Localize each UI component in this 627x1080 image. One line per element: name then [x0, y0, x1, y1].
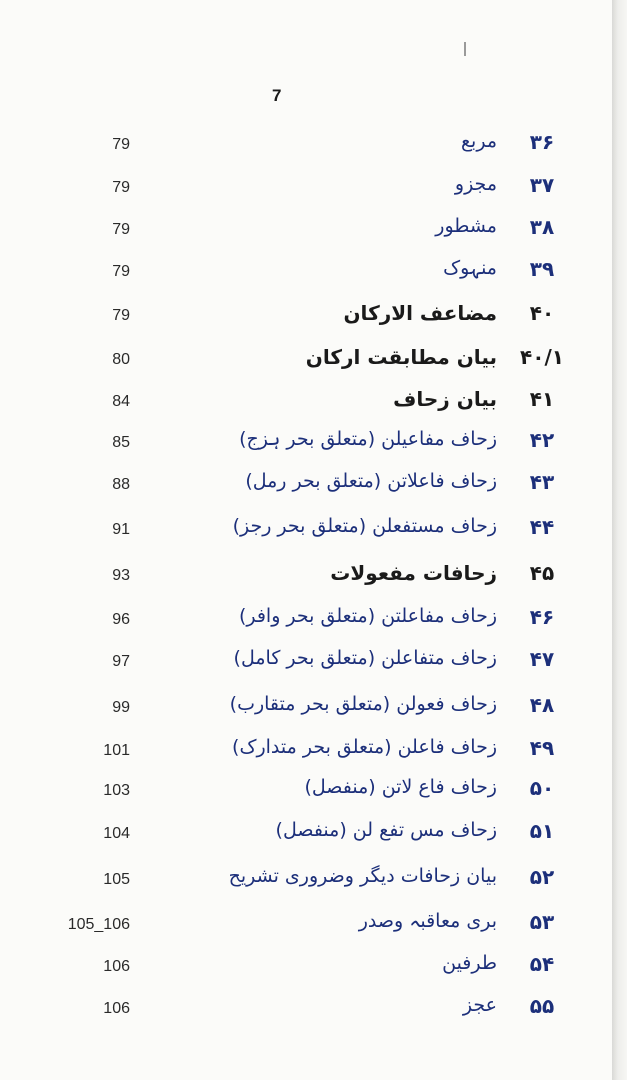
toc-row	[0, 424, 612, 464]
toc-row	[0, 772, 612, 812]
toc-row	[0, 643, 612, 683]
toc-number: ۴۲	[529, 428, 555, 452]
toc-row	[0, 689, 612, 729]
toc-page: 97	[112, 653, 130, 670]
toc-number: ۴۵	[529, 561, 555, 585]
toc-title: زحاف مستفعلن (متعلق بحر رجز)	[232, 515, 497, 537]
toc-page: 88	[112, 476, 130, 493]
toc-row	[0, 511, 612, 551]
toc-row	[0, 297, 612, 337]
toc-page: 79	[112, 307, 130, 324]
toc-title: زحاف مس تفع لن (منفصل)	[275, 819, 497, 841]
toc-row	[0, 169, 612, 209]
toc-title: مجزو	[454, 173, 497, 195]
toc-row	[0, 601, 612, 641]
toc-page: 91	[112, 521, 130, 538]
toc-number: ۵۴	[529, 952, 555, 976]
page-number: 7	[272, 86, 282, 105]
toc-number: ۳۹	[529, 257, 555, 281]
toc-number: ۵۳	[529, 910, 555, 934]
toc-title: مربع	[460, 130, 497, 152]
toc-number: ۵۱	[529, 819, 555, 843]
toc-page: 84	[112, 393, 130, 410]
toc-number: ۴۹	[529, 736, 555, 760]
toc-row	[0, 906, 612, 946]
toc-page: 79	[112, 136, 130, 153]
toc-number: ۵۰	[529, 776, 555, 800]
toc-title: زحاف فعولن (متعلق بحر متقارب)	[229, 693, 497, 715]
toc-number: ۴۰	[529, 301, 555, 325]
toc-title: طرفین	[442, 952, 497, 974]
toc-title: زحاف فاع لاتن (منفصل)	[304, 776, 497, 798]
toc-page: 103	[103, 782, 130, 799]
toc-row	[0, 557, 612, 597]
toc-row	[0, 341, 612, 381]
toc-row	[0, 211, 612, 251]
toc-page: 79	[112, 263, 130, 280]
toc-title: مشطور	[435, 215, 497, 237]
toc-title: عجز	[462, 994, 497, 1016]
book-page-edge	[612, 0, 627, 1080]
toc-page: 105	[103, 871, 130, 888]
toc-number: ۴۰/۱	[520, 345, 564, 369]
toc-number: ۴۱	[529, 387, 555, 411]
toc-row	[0, 948, 612, 988]
toc-title: زحاف فاعلن (متعلق بحر متدارک)	[232, 736, 497, 758]
toc-row	[0, 732, 612, 772]
toc-row	[0, 383, 612, 423]
toc-title: منہوک	[443, 257, 497, 279]
toc-title: زحاف فاعلاتن (متعلق بحر رمل)	[245, 470, 497, 492]
toc-page: 96	[112, 611, 130, 628]
toc-page: 85	[112, 434, 130, 451]
toc-page: 79	[112, 221, 130, 238]
toc-title: بری معاقبہ وصدر	[358, 910, 497, 932]
toc-number: ۴۸	[529, 693, 555, 717]
scan-mark	[464, 42, 466, 56]
toc-page: 79	[112, 179, 130, 196]
toc-page: 105_106	[67, 916, 130, 933]
toc-row	[0, 126, 612, 166]
toc-row	[0, 861, 612, 901]
toc-page: 80	[112, 351, 130, 368]
toc-title: بیان زحافات دیگر وضروری تشریح	[228, 865, 497, 887]
toc-page: 99	[112, 699, 130, 716]
toc-number: ۳۶	[529, 130, 555, 154]
toc-row	[0, 990, 612, 1030]
toc-number: ۵۲	[529, 865, 555, 889]
toc-row	[0, 253, 612, 293]
toc-number: ۴۳	[529, 470, 555, 494]
toc-title: زحاف مفاعیلن (متعلق بحر ہزج)	[239, 428, 497, 450]
toc-title: بیان مطابقت ارکان	[305, 345, 497, 369]
toc-title: مضاعف الارکان	[343, 301, 497, 325]
toc-title: زحاف مفاعلتن (متعلق بحر وافر)	[238, 605, 497, 627]
toc-number: ۳۷	[529, 173, 555, 197]
toc-page: 101	[103, 742, 130, 759]
toc-number: ۴۶	[529, 605, 555, 629]
toc-number: ۵۵	[529, 994, 555, 1018]
toc-page: 93	[112, 567, 130, 584]
toc-row	[0, 466, 612, 506]
toc-title: زحافات مفعولات	[330, 561, 497, 585]
toc-page: 106	[103, 1000, 130, 1017]
toc-number: ۴۴	[529, 515, 555, 539]
toc-row	[0, 815, 612, 855]
toc-page: 106	[103, 958, 130, 975]
toc-number: ۳۸	[529, 215, 555, 239]
toc-title: زحاف متفاعلن (متعلق بحر کامل)	[233, 647, 497, 669]
toc-title: بیان زحاف	[393, 387, 497, 411]
toc-number: ۴۷	[529, 647, 555, 671]
toc-page: 104	[103, 825, 130, 842]
